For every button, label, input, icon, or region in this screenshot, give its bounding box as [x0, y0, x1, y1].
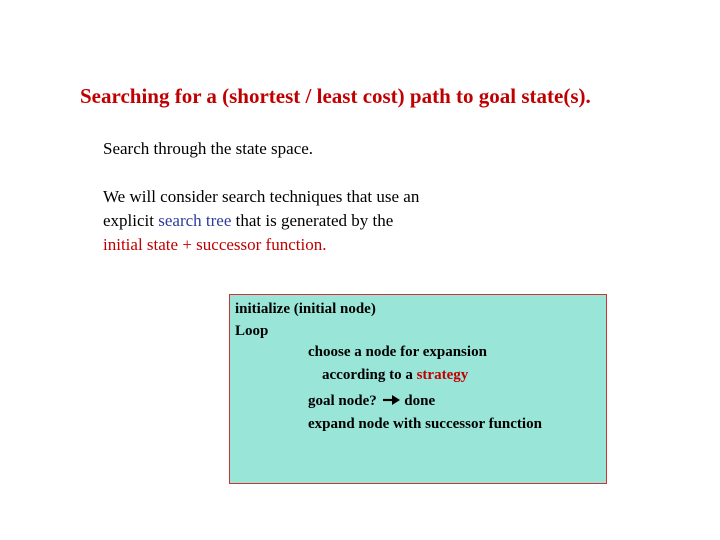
strategy-highlight: strategy	[416, 367, 469, 383]
algo-goal-suffix: done	[404, 393, 436, 409]
para-line-2-prefix: explicit	[103, 211, 159, 230]
algo-goal	[308, 393, 435, 410]
algo-choose: choose a node for expansion	[308, 344, 487, 360]
algorithm-box	[229, 294, 607, 484]
para-line-3: initial state + successor function.	[103, 235, 327, 254]
body-line-state-space: Search through the state space.	[103, 139, 314, 158]
right-arrow-icon	[381, 394, 401, 406]
algo-loop: Loop	[235, 323, 269, 339]
algo-goal-prefix: goal node?	[308, 393, 377, 409]
algo-according	[322, 367, 468, 384]
slide-title: Searching for a (shortest / least cost) path to goal state(s).	[80, 84, 591, 108]
algo-according-prefix: according to a	[322, 367, 417, 383]
search-tree-highlight: search tree	[158, 211, 232, 230]
para-line-2-suffix: that is generated by the	[231, 211, 394, 230]
algo-initialize: initialize (initial node)	[235, 301, 376, 317]
body-paragraph	[103, 185, 419, 257]
algo-expand: expand node with successor function	[308, 416, 542, 432]
para-line-2	[103, 209, 419, 233]
para-line-1: We will consider search techniques that use an	[103, 187, 420, 206]
